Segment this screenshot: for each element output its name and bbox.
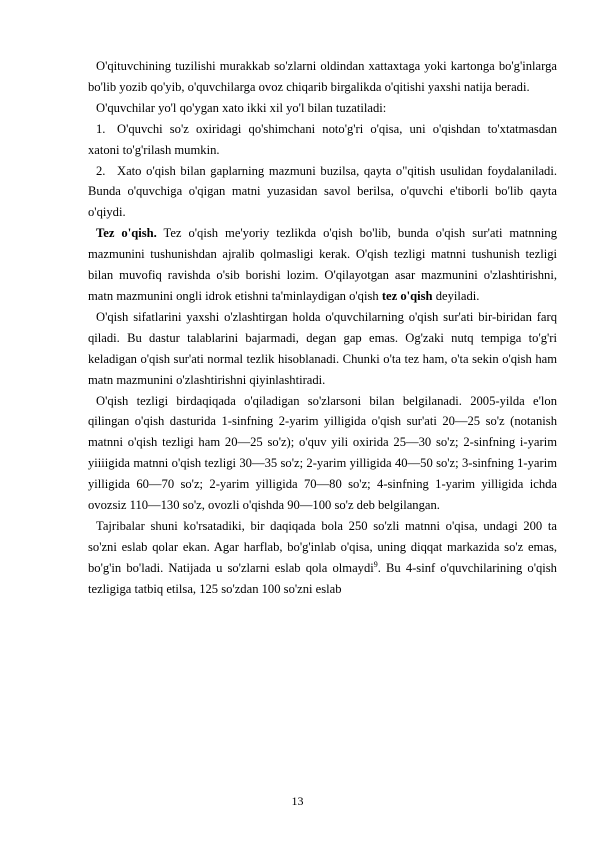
paragraph-reading-speed: O'qish tezligi birdaqiqada o'qiladigan so'zlarsoni bilan belgilanadi. 2005-yilda e'lon qilingan o'qish dasturida 1-sinfning 2-yarim yilligida o'qish sur'ati 20—25 so'z (notanish matnni o'qish tezligi ham 20—25 so'z); o'quv yili oxirida 25—30 so'z; 2-sinfning i-yarim yiiiigida matnni o'qish tezligi 30—35 so'z; 2-yarim yilligida 40—50 so'z; 3-sinfning 1-yarim yilligida 60—70 so'z; 2-yarim yilligida 70—80 so'z; 4-sinfning 1-yarim yilligida ichda ovozsiz 110—130 so'z, ovozli o'qishda 90—100 so'z deb belgilangan.: [88, 393, 557, 513]
paragraph-text-end: deyiladi.: [432, 288, 480, 303]
list-item-number: 2.: [96, 163, 106, 178]
paragraph-experiments: [88, 516, 557, 600]
document-page: [88, 56, 557, 600]
paragraph-reading-qualities: O'qish sifatlarini yaxshi o'zlashtirgan holda o'quvchilarning o'qish sur'ati bir-biridan farq qiladi. Bu dastur talablarini bajarmadi, degan gap emas. Og'zaki nutq tempiga to'g'ri keladigan o'qish sur'ati normal tezlik hisoblanadi. Chunki o'ta tez ham, o'ta sekin o'qish ham matn mazmunini o'zlashtirishni qiyinlashtiradi.: [88, 309, 557, 387]
page-number: 13: [291, 794, 304, 808]
paragraph-text: Tez o'qish me'yoriy tezlikda o'qish bo'lib, bunda o'qish sur'ati matnning mazmunini tushunishdan ajralib qolmasligi kerak. O'qish tezligi matnni tushunish tezligi bilan muvofiq ravishda o'sib borishi lozim. O'qilayotgan asar mazmunini o'zlashtirishni, matn mazmunini ongli idrok etishni ta'minlaydigan o'qish: [88, 226, 557, 303]
paragraph-intro: O'qituvchining tuzilishi murakkab so'zlarni oldindan xattaxtaga yoki kartonga bo'g'inlarga bo'lib yozib qo'yib, o'quvchilarga ovoz chiqarib birgalikda o'qitishi yaxshi natija beradi.: [88, 59, 557, 94]
paragraph-error-correction: O'quvchilar yo'l qo'ygan xato ikki xil yo'l bilan tuzatiladi:: [96, 100, 387, 115]
list-item-number: 1.: [96, 121, 106, 136]
term-heading: Tez o'qish.: [96, 226, 157, 241]
paragraph-fast-reading: [88, 223, 557, 307]
list-item-text: Xato o'qish bilan gaplarning mazmuni buzilsa, qayta o"qitish usulidan foydalaniladi. Bunda o'quvchiga o'qigan matni yuzasidan savol berilsa, o'quvchi e'tiborli bo'lib qayta o'qiydi.: [88, 163, 557, 220]
footnote-marker: 9: [373, 559, 378, 569]
paragraph-text-continued: . Bu 4-sinf o'quvchilarining o'qish tezligiga tatbiq etilsa, 125 so'zdan 100 so'zni eslab: [88, 560, 557, 596]
list-item-1: [88, 119, 557, 161]
paragraph-text: Tajribalar shuni ko'rsatadiki, bir daqiqada bola 250 so'zli matnni o'qisa, undagi 200 ta so'zni eslab qolar ekan. Agar harflab, bo'g'inlab o'qisa, uning diqqat markazida so'z emas, bo'g'in bo'ladi. Natijada u so'zlarni eslab qola olmaydi: [88, 518, 557, 575]
list-item-text: O'quvchi so'z oxiridagi qo'shimchani noto'g'ri o'qisa, uni o'qishdan to'xtatmasdan xatoni to'g'rilash mumkin.: [88, 121, 557, 157]
term-highlight: tez o'qish: [381, 288, 433, 303]
list-item-2: [88, 161, 557, 224]
